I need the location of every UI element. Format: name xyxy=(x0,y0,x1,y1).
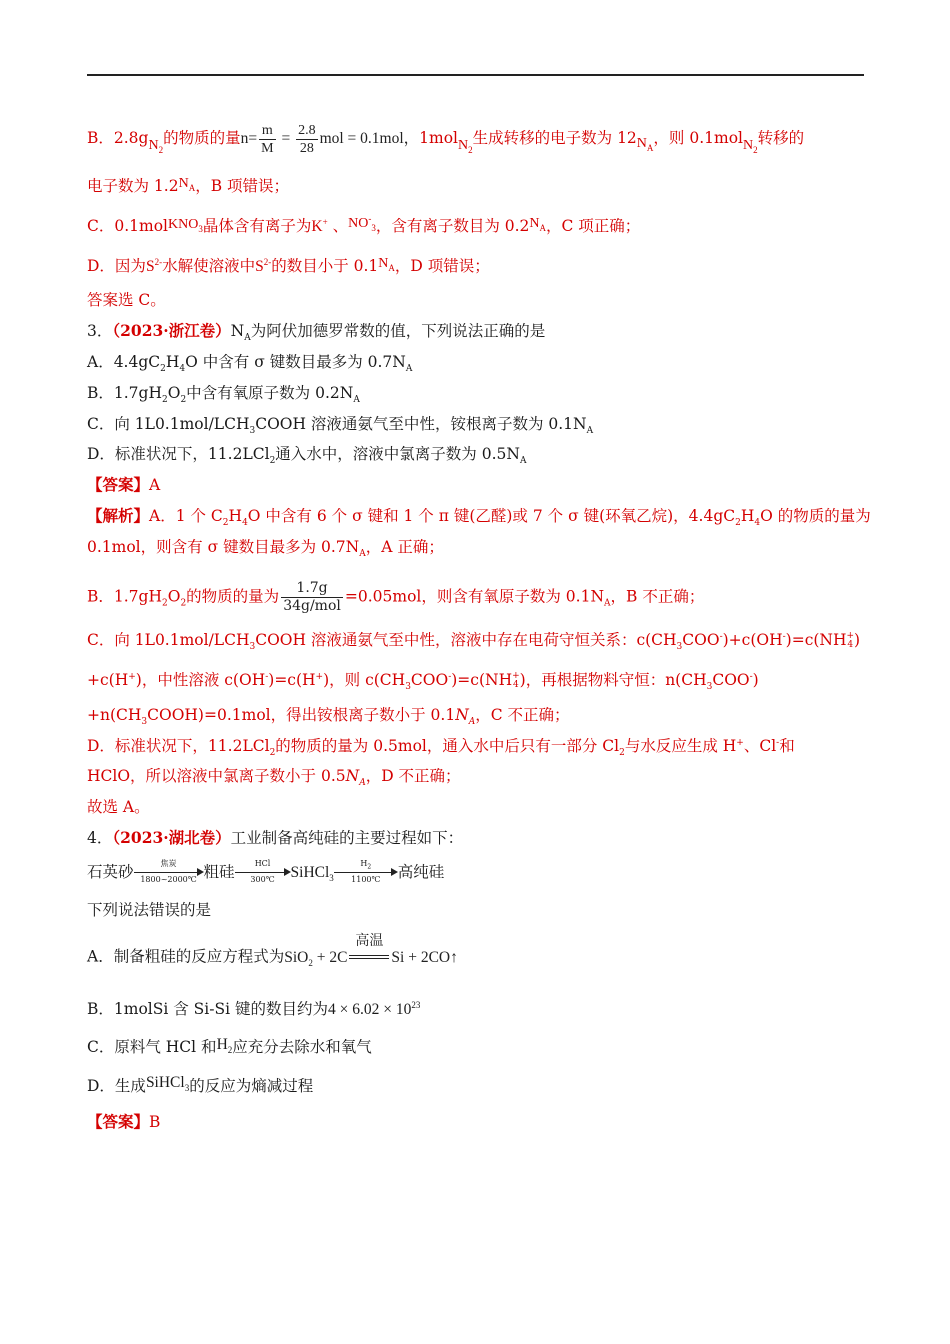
flow-quartz-sand: 石英砂 xyxy=(87,863,134,881)
q4-process-flow xyxy=(87,859,445,884)
q4-option-c: C．原料气 HCl 和$H_2$应充分去除水和氧气 xyxy=(87,1036,372,1056)
q3-conclusion: 故选 A。 xyxy=(87,798,150,816)
flow-pure-silicon: 高纯硅 xyxy=(397,863,445,881)
q3-explanation-a-line2: 0.1mol，则含有 σ 键数目最多为 $0.7N_A$，A 正确； xyxy=(87,538,444,560)
q2-option-c-explanation: C．0.1molKNO$_3$晶体含有离子为K+ 、$NO^-_3$，含有离子数目为 $0.2N_A$，C 项正确； xyxy=(87,213,641,235)
flow-arrow-2: HCl 300℃ xyxy=(235,863,291,883)
q4-option-a: A．制备粗硅的反应方程式为SiO$_2$ + 2C 高温 Si + 2CO↑ xyxy=(87,934,458,968)
gas-arrow-up-icon: ↑ xyxy=(450,948,458,966)
q3-option-c: C．向 $1L0.1mol/LCH_3COOH$ 溶液通氨气至中性，铵根离子数为 $0.1N_A$ xyxy=(87,415,594,437)
q2-option-b-explanation-line1: B．$2.8gN_2$的物质的量n= $\frac{m}{M}$ = $\frac{2.8}{28}$ mol = 0.1mol，1molN$_2$生成转移的电子数为 $12N_A$，则 0.1molN$_2$转移的 xyxy=(87,123,805,156)
q3-answer: 【答案】A xyxy=(87,475,161,494)
flow-arrow-3: $\frac{H_2}{1100℃}$ xyxy=(334,863,398,883)
flow-sihcl3: SiHCl$_3$ xyxy=(290,864,334,884)
q3-option-a: A．$4.4gC_2H_4O$ 中含有 σ 键数目最多为 $0.7N_A$ xyxy=(87,353,413,375)
q3-stem: 3．（2023·浙江卷）$N_A$为阿伏加德罗常数的值，下列说法正确的是 xyxy=(87,321,546,344)
q3-option-d: D．标准状况下，11.2LCl$_2$通入水中，溶液中氯离子数为 $0.5N_A$ xyxy=(87,445,527,467)
q4-answer: 【答案】B xyxy=(87,1112,161,1131)
q3-explanation-a-line1: 【解析】A．1 个 $C_2H_4O$ 中含有 6 个 σ 键和 1 个 π 键(乙醛)或 7 个 σ 键(环氧乙烷)，$4.4gC_2H_4O$ 的物质的量为 xyxy=(87,506,871,529)
q4-option-b: B．1molSi 含 Si-Si 键的数目约为$4 \times 6.02 \times 10^{23}$ xyxy=(87,999,421,1018)
q3-option-b: B．$1.7gH_2O_2$中含有氧原子数为 $0.2N_A$ xyxy=(87,384,360,406)
q4-stem: 4．（2023·湖北卷）工业制备高纯硅的主要过程如下： xyxy=(87,828,464,847)
q3-explanation-d-line2: HClO，所以溶液中氯离子数小于 $0.5N_A$，D 不正确； xyxy=(87,767,461,789)
q2-option-d-explanation: D．因为$S^{2-}$水解使溶液中$S^{2-}$的数目小于 $0.1N_A$，D 项错误； xyxy=(87,256,490,275)
header-rule xyxy=(87,74,864,76)
q2-answer-line: 答案选 C。 xyxy=(87,291,166,309)
q4-option-d: D．生成SiHCl$_3$的反应为熵减过程 xyxy=(87,1074,314,1095)
q3-explanation-c-line1: C．向 $1L0.1mol/LCH_3COOH$ 溶液通氨气至中性，溶液中存在电荷守恒关系：$c(CH_3COO^-)+c(OH^-)=c(NH$ + 4 ) xyxy=(87,631,861,653)
q2-option-b-explanation-line2: 电子数为 $1.2N_A$，B 项错误； xyxy=(87,176,290,195)
flow-crude-silicon: 粗硅 xyxy=(203,863,235,881)
q4-question: 下列说法错误的是 xyxy=(87,901,212,919)
q3-explanation-c-line2: +c(H+)，中性溶液 c(OH-)=c(H+)，则 $c(CH_3COO^-)=c(NH$ + 4 )，再根据物料守恒：$n(CH_3COO^-)$ xyxy=(87,671,759,693)
q3-explanation-b: B．$1.7gH_2O_2$的物质的量为 $\frac{1.7g}{\text{34g/mol}}$ =0.05mol，则含有氧原子数为 $0.1N_A$，B 不正确； xyxy=(87,580,705,614)
q3-explanation-c-line3: $+n(CH_3COOH)=0.1mol$，得出铵根离子数小于 $0.1N_A$，C 不正确； xyxy=(87,706,570,728)
q3-explanation-d-line1: D．标准状况下，11.2LCl$_2$的物质的量为 0.5mol，通入水中后只有一部分 $Cl_2$与水反应生成 H+、Cl-和 xyxy=(87,737,795,759)
flow-arrow-1: 焦炭 1800~2000℃ xyxy=(134,863,204,883)
